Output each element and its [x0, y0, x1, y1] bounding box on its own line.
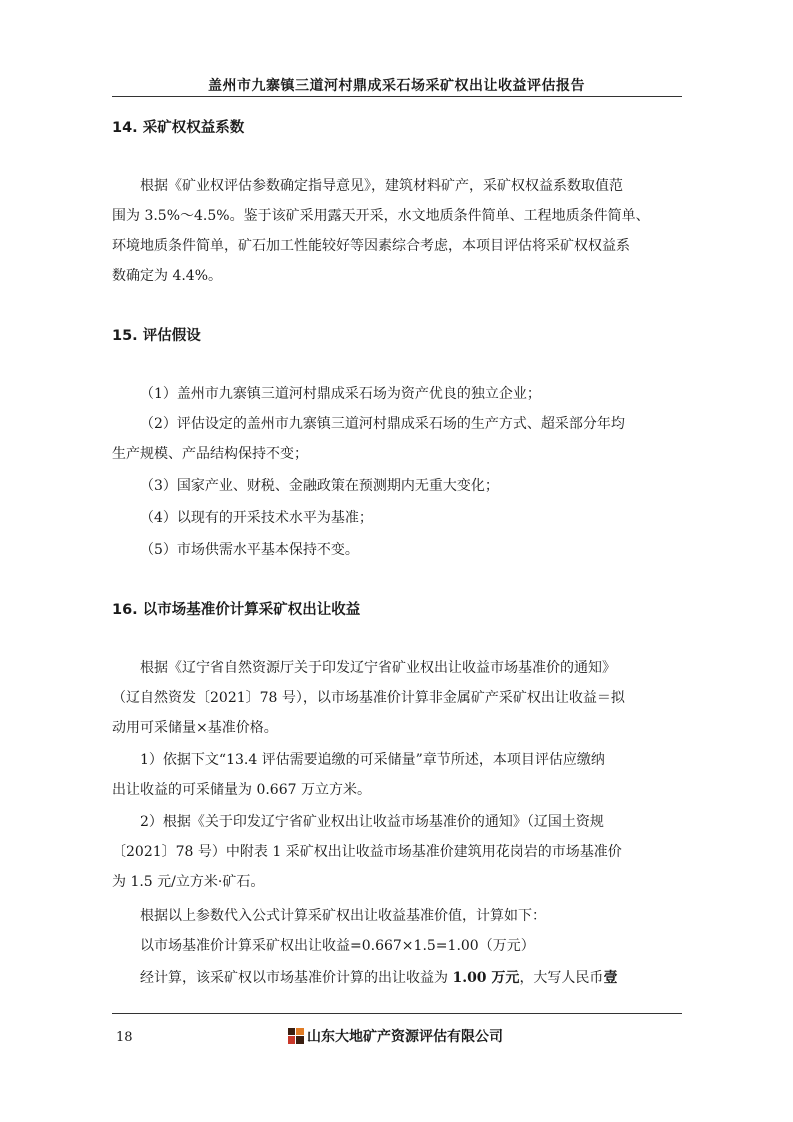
assumption-item-5: （5）市场供需水平基本保持不变。 — [140, 542, 359, 558]
report-header-title: 盖州市九寨镇三道河村鼎成采石场采矿权出让收益评估报告 — [208, 78, 585, 94]
page-number: 18 — [116, 1030, 133, 1045]
section-16-paragraph-line: 根据《辽宁省自然资源厅关于印发辽宁省矿业权出让收益市场基准价的通知》 — [140, 660, 616, 676]
section-16-point-2: 2）根据《关于印发辽宁省矿业权出让收益市场基准价的通知》（辽国土资规 — [140, 814, 604, 830]
result-text: 经计算，该采矿权以市场基准价计算的出让收益为 — [140, 970, 453, 986]
section-14-heading: 14. 采矿权权益系数 — [112, 120, 245, 136]
section-16-calc-formula: 以市场基准价计算采矿权出让收益=0.667×1.5=1.00（万元） — [140, 938, 535, 954]
result-amount: 1.00 万元 — [452, 970, 520, 986]
section-16-paragraph-line: （辽自然资发〔2021〕78 号），以市场基准价计算非金属矿产采矿权出让收益＝拟 — [112, 690, 625, 706]
section-16-point-1-cont: 出让收益的可采储量为 0.667 万立方米。 — [112, 782, 371, 798]
section-16-point-1: 1）依据下文“13.4 评估需要追缴的可采储量”章节所述，本项目评估应缴纳 — [140, 752, 605, 768]
section-14-paragraph-line: 环境地质条件简单，矿石加工性能较好等因素综合考虑，本项目评估将采矿权权益系 — [112, 238, 630, 254]
assumption-item-1: （1）盖州市九寨镇三道河村鼎成采石场为资产优良的独立企业； — [140, 386, 541, 402]
company-logo-icon — [288, 1028, 304, 1044]
section-14-paragraph-line: 围为 3.5%～4.5%。鉴于该矿采用露天开采，水文地质条件简单、工程地质条件简单、 — [112, 208, 650, 224]
section-16-point-2-cont: 〔2021〕78 号）中附表 1 采矿权出让收益市场基准价建筑用花岗岩的市场基准价 — [112, 844, 622, 860]
result-amount-words: 壹 — [603, 970, 618, 986]
assumption-item-2: （2）评估设定的盖州市九寨镇三道河村鼎成采石场的生产方式、超采部分年均 — [140, 416, 625, 432]
header-divider — [112, 96, 682, 97]
section-14-paragraph-line: 根据《矿业权评估参数确定指导意见》，建筑材料矿产，采矿权权益系数取值范 — [140, 178, 623, 194]
section-16-paragraph-line: 动用可采储量×基准价格。 — [112, 720, 278, 736]
company-name: 山东大地矿产资源评估有限公司 — [307, 1029, 503, 1045]
footer-company — [288, 1026, 503, 1046]
section-14-paragraph-line: 数确定为 4.4%。 — [112, 268, 223, 284]
section-16-calc-result — [140, 968, 682, 988]
section-16-point-2-cont: 为 1.5 元/立方米·矿石。 — [112, 874, 265, 890]
section-16-calc-intro: 根据以上参数代入公式计算采矿权出让收益基准价值，计算如下： — [140, 908, 546, 924]
section-15-heading: 15. 评估假设 — [112, 328, 201, 344]
section-16-heading: 16. 以市场基准价计算采矿权出让收益 — [112, 602, 361, 618]
assumption-item-2-cont: 生产规模、产品结构保持不变； — [112, 446, 308, 462]
result-text-cont: ，大写人民币 — [519, 970, 604, 986]
footer-divider — [112, 1013, 682, 1014]
assumption-item-4: （4）以现有的开采技术水平为基准； — [140, 510, 373, 526]
assumption-item-3: （3）国家产业、财税、金融政策在预测期内无重大变化； — [140, 478, 499, 494]
